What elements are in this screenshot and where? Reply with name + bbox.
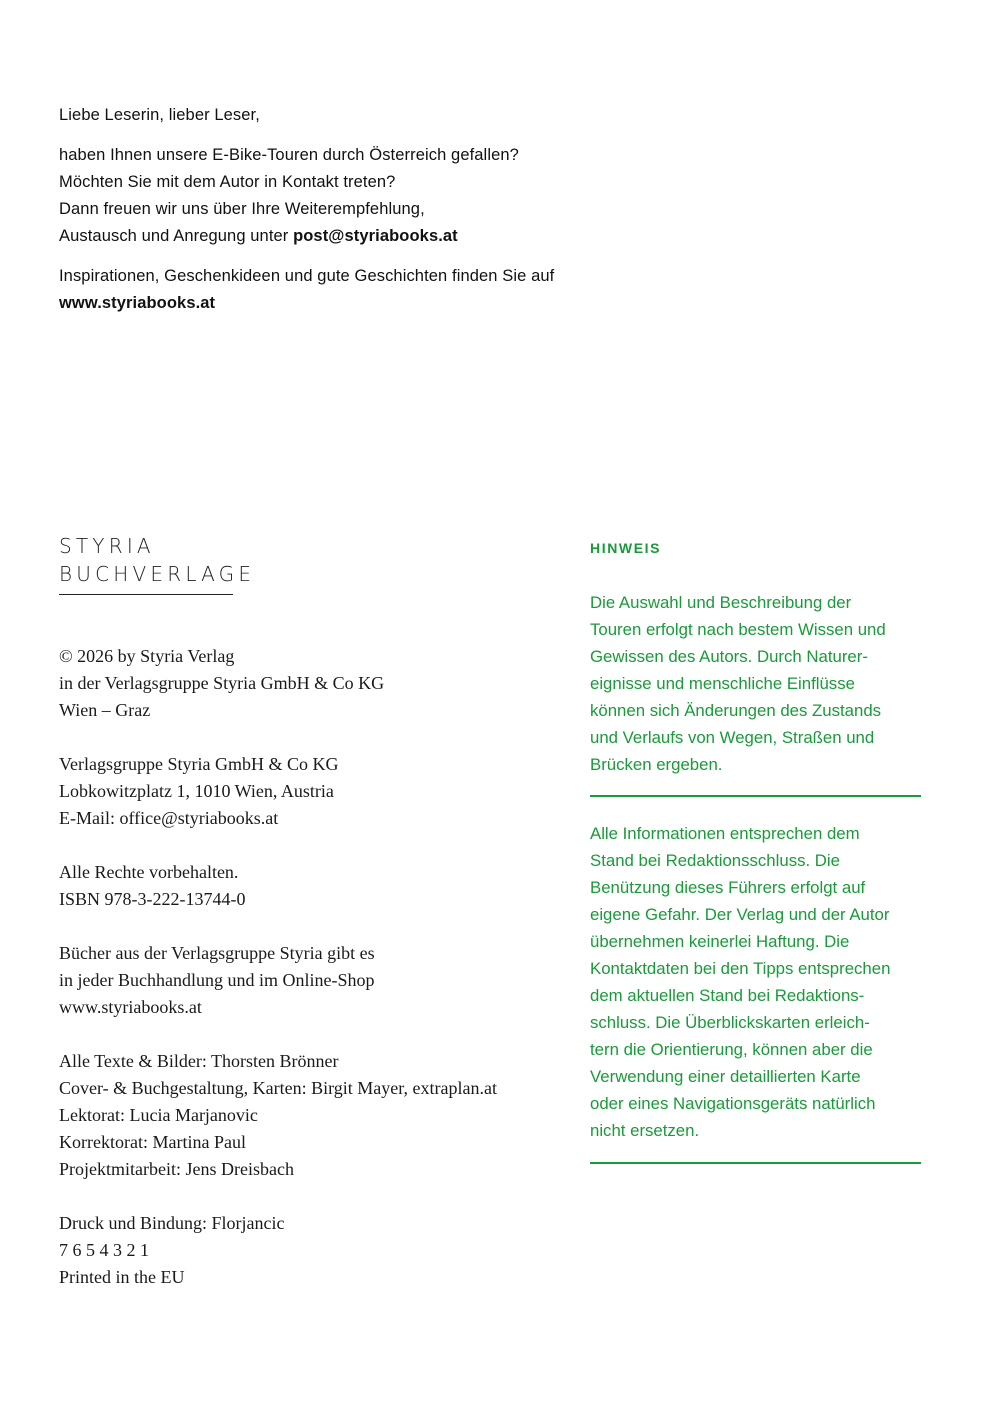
website-paragraph <box>59 263 659 317</box>
disclaimer-bottom-rule <box>590 1162 921 1164</box>
imprint-line: Alle Rechte vorbehalten. <box>59 862 239 882</box>
disclaimer-divider <box>590 795 921 797</box>
imprint-line: Druck und Bindung: Florjancic <box>59 1213 285 1233</box>
note-line: nicht ersetzen. <box>590 1121 700 1140</box>
imprint-line: in jeder Buchhandlung und im Online-Shop <box>59 970 375 990</box>
imprint-line: Projektmitarbeit: Jens Dreisbach <box>59 1159 294 1179</box>
imprint-line: www.styriabooks.at <box>59 997 202 1017</box>
note-line: eignisse und menschliche Einflüsse <box>590 674 855 693</box>
note-line: eigene Gefahr. Der Verlag und der Autor <box>590 905 890 924</box>
print-block <box>59 1210 569 1291</box>
note-line: Verwendung einer detaillierten Karte <box>590 1067 861 1086</box>
note-line: tern die Orientierung, können aber die <box>590 1040 873 1059</box>
note-line: Touren erfolgt nach bestem Wissen und <box>590 620 886 639</box>
logo-line-1: STYRIA <box>59 534 155 558</box>
note-line: Gewissen des Autors. Durch Naturer- <box>590 647 868 666</box>
email-prefix: Austausch und Anregung unter <box>59 227 294 245</box>
greeting: Liebe Leserin, lieber Leser, <box>59 106 260 124</box>
imprint-line: E-Mail: office@styriabooks.at <box>59 808 279 828</box>
note-line: Brücken ergeben. <box>590 755 723 774</box>
disclaimer-box <box>590 537 921 1164</box>
print-run: 7 6 5 4 3 2 1 <box>59 1240 149 1260</box>
note-line: Benützung dieses Führers erfolgt auf <box>590 878 866 897</box>
text-line: Inspirationen, Geschenkideen und gute Geschichten finden Sie auf <box>59 267 555 285</box>
imprint-line: Verlagsgruppe Styria GmbH & Co KG <box>59 754 339 774</box>
disclaimer-paragraph-1 <box>590 589 921 778</box>
text-line: Möchten Sie mit dem Autor in Kontakt treten? <box>59 173 396 191</box>
text-line: haben Ihnen unsere E-Bike-Touren durch Österreich gefallen? <box>59 146 519 164</box>
imprint-line: Korrektorat: Martina Paul <box>59 1132 246 1152</box>
imprint-line: Lektorat: Lucia Marjanovic <box>59 1105 258 1125</box>
note-line: oder eines Navigationsgeräts natürlich <box>590 1094 876 1113</box>
text-line <box>59 223 659 250</box>
imprint-line: Alle Texte & Bilder: Thorsten Brönner <box>59 1051 339 1071</box>
rights-block <box>59 859 569 913</box>
logo-line-2: BUCHVERLAGE <box>59 562 256 586</box>
imprint-line: Printed in the EU <box>59 1267 185 1287</box>
credits-block <box>59 1048 569 1183</box>
disclaimer-paragraph-2 <box>590 820 921 1144</box>
logo-underline <box>59 594 233 595</box>
imprint-line: Lobkowitzplatz 1, 1010 Wien, Austria <box>59 781 334 801</box>
imprint-line: Wien – Graz <box>59 700 151 720</box>
reader-letter <box>59 102 659 330</box>
note-line: übernehmen keinerlei Haftung. Die <box>590 932 850 951</box>
imprint-line: Cover- & Buchgestaltung, Karten: Birgit Mayer, extraplan.at <box>59 1078 497 1098</box>
address-block <box>59 751 569 832</box>
imprint-line: Bücher aus der Verlagsgruppe Styria gibt es <box>59 943 375 963</box>
website-link[interactable]: www.styriabooks.at <box>59 294 216 312</box>
note-line: können sich Änderungen des Zustands <box>590 701 882 720</box>
disclaimer-title: HINWEIS <box>590 540 662 556</box>
note-line: und Verlaufs von Wegen, Straßen und <box>590 728 875 747</box>
text-line: Dann freuen wir uns über Ihre Weiterempfehlung, <box>59 200 425 218</box>
note-line: dem aktuellen Stand bei Redaktions- <box>590 986 865 1005</box>
publisher-block <box>59 643 569 724</box>
contact-email-link[interactable]: post@styriabooks.at <box>293 227 458 245</box>
contact-paragraph <box>59 142 659 250</box>
imprint-line: in der Verlagsgruppe Styria GmbH & Co KG <box>59 673 385 693</box>
imprint-line: © 2026 by Styria Verlag <box>59 646 235 666</box>
isbn: ISBN 978-3-222-13744-0 <box>59 889 246 909</box>
note-line: Alle Informationen entsprechen dem <box>590 824 860 843</box>
note-line: Die Auswahl und Beschreibung der <box>590 593 852 612</box>
availability-block <box>59 940 569 1021</box>
imprint <box>59 643 569 1318</box>
note-line: Kontaktdaten bei den Tipps entsprechen <box>590 959 891 978</box>
styria-logo <box>59 532 255 588</box>
note-line: Stand bei Redaktionsschluss. Die <box>590 851 840 870</box>
note-line: schluss. Die Überblickskarten erleich- <box>590 1013 870 1032</box>
